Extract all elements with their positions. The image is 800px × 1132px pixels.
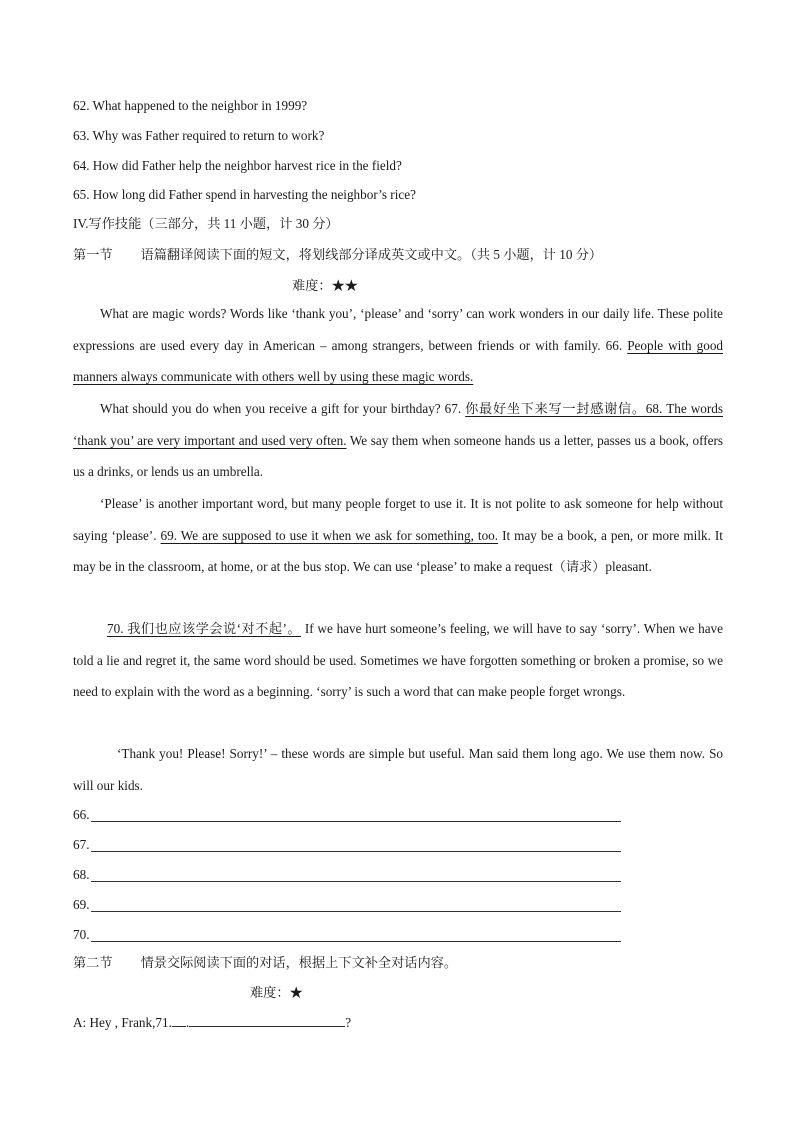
underlined-69: 69. We are supposed to use it when we ask for something, too.: [160, 527, 499, 543]
question-63: 63. Why was Father required to return to work?: [73, 128, 325, 143]
part1-difficulty: [292, 277, 358, 295]
answer-line-70[interactable]: [73, 924, 621, 944]
question-64: 64. How did Father help the neighbor harvest rice in the field?: [73, 158, 402, 173]
difficulty-label: 难度：: [250, 985, 290, 1000]
answer-line-67[interactable]: [73, 834, 621, 854]
dialogue-line-71: [73, 1013, 351, 1032]
answer-number: 69.: [73, 897, 90, 912]
paragraph-text: ‘Thank you! Please! Sorry!’ – these words are simple but useful. Man said them long ago. We use them now. So will our kids.: [73, 746, 723, 793]
paragraph-text: ‘Please’ is another important word, but many people forget to use it. It is not polite to ask someone for help without saying ‘please’.: [73, 496, 723, 543]
answer-number: 68.: [73, 867, 90, 882]
underlined-66: People with good manners always communicate with others well by using these magic words.: [73, 337, 724, 385]
answer-number: 70.: [73, 927, 90, 942]
answer-line-66[interactable]: [73, 804, 621, 824]
question-65: 65. How long did Father spend in harvesting the neighbor’s rice?: [73, 187, 416, 202]
passage-paragraph-3: [73, 488, 723, 583]
passage-paragraph-4: [73, 613, 723, 708]
difficulty-label: 难度：: [292, 278, 332, 293]
part2-header: [73, 954, 457, 972]
dialogue-separator: .: [185, 1015, 190, 1030]
answer-number: 67.: [73, 837, 90, 852]
difficulty-stars: ★★: [331, 278, 358, 293]
passage-paragraph-2: [73, 393, 723, 488]
paragraph-text: What should you do when you receive a gift for your birthday? 67.: [100, 401, 466, 416]
difficulty-star: ★: [289, 985, 303, 1000]
question-62: 62. What happened to the neighbor in 1999?: [73, 98, 308, 113]
answer-number: 66.: [73, 807, 90, 822]
underlined-67-68: 你最好坐下来写一封感谢信。68. The words ‘thank you’ are very important and used very often.: [73, 401, 723, 448]
dialogue-suffix: ?: [345, 1015, 352, 1030]
answer-blank-71a[interactable]: [172, 1013, 186, 1027]
part2-label: 第二节: [73, 955, 113, 970]
part1-header: [73, 246, 602, 264]
passage-paragraph-5: [73, 738, 723, 801]
paragraph-text: It may be a book, a pen, or more milk. It may be in the classroom, at home, or at the bus stop. We can use ‘please’ to make a request（请求）pleasant.: [73, 527, 723, 575]
answer-blank-71b[interactable]: [189, 1013, 345, 1027]
part2-instruction: 情景交际阅读下面的对话，根据上下文补全对话内容。: [140, 955, 458, 970]
section-title: IV.写作技能（三部分，共 11 小题，计 30 分）: [73, 216, 339, 231]
paragraph-text: What are magic words? Words like ‘thank you’, ‘please’ and ‘sorry’ can work wonders in our daily life. These polite expressions are used every day in American – among strangers, between friends or with family. 66.: [73, 306, 723, 353]
paragraph-text: We say them when someone hands us a letter, passes us a book, offers us a drinks, or lends us an umbrella.: [73, 432, 723, 480]
part2-difficulty: [250, 984, 303, 1002]
dialogue-prefix: A: Hey , Frank,71.: [73, 1015, 172, 1030]
underlined-70: 70. 我们也应该学会说‘对不起’。: [107, 621, 302, 636]
answer-line-68[interactable]: [73, 864, 621, 884]
paragraph-text: If we have hurt someone’s feeling, we will have to say ‘sorry’. When we have told a lie and regret it, the same word should be used. Sometimes we have forgotten something or broken a promise, so we need to explain with the word as a beginning. ‘sorry’ is such a word that can make people forget wrongs.: [73, 621, 723, 700]
part1-label: 第一节: [73, 247, 113, 262]
answer-line-69[interactable]: [73, 894, 621, 914]
part1-instruction: 语篇翻译阅读下面的短文，将划线部分译成英文或中文。（共 5 小题，计 10 分）: [140, 247, 603, 262]
passage-paragraph-1: [73, 298, 723, 393]
